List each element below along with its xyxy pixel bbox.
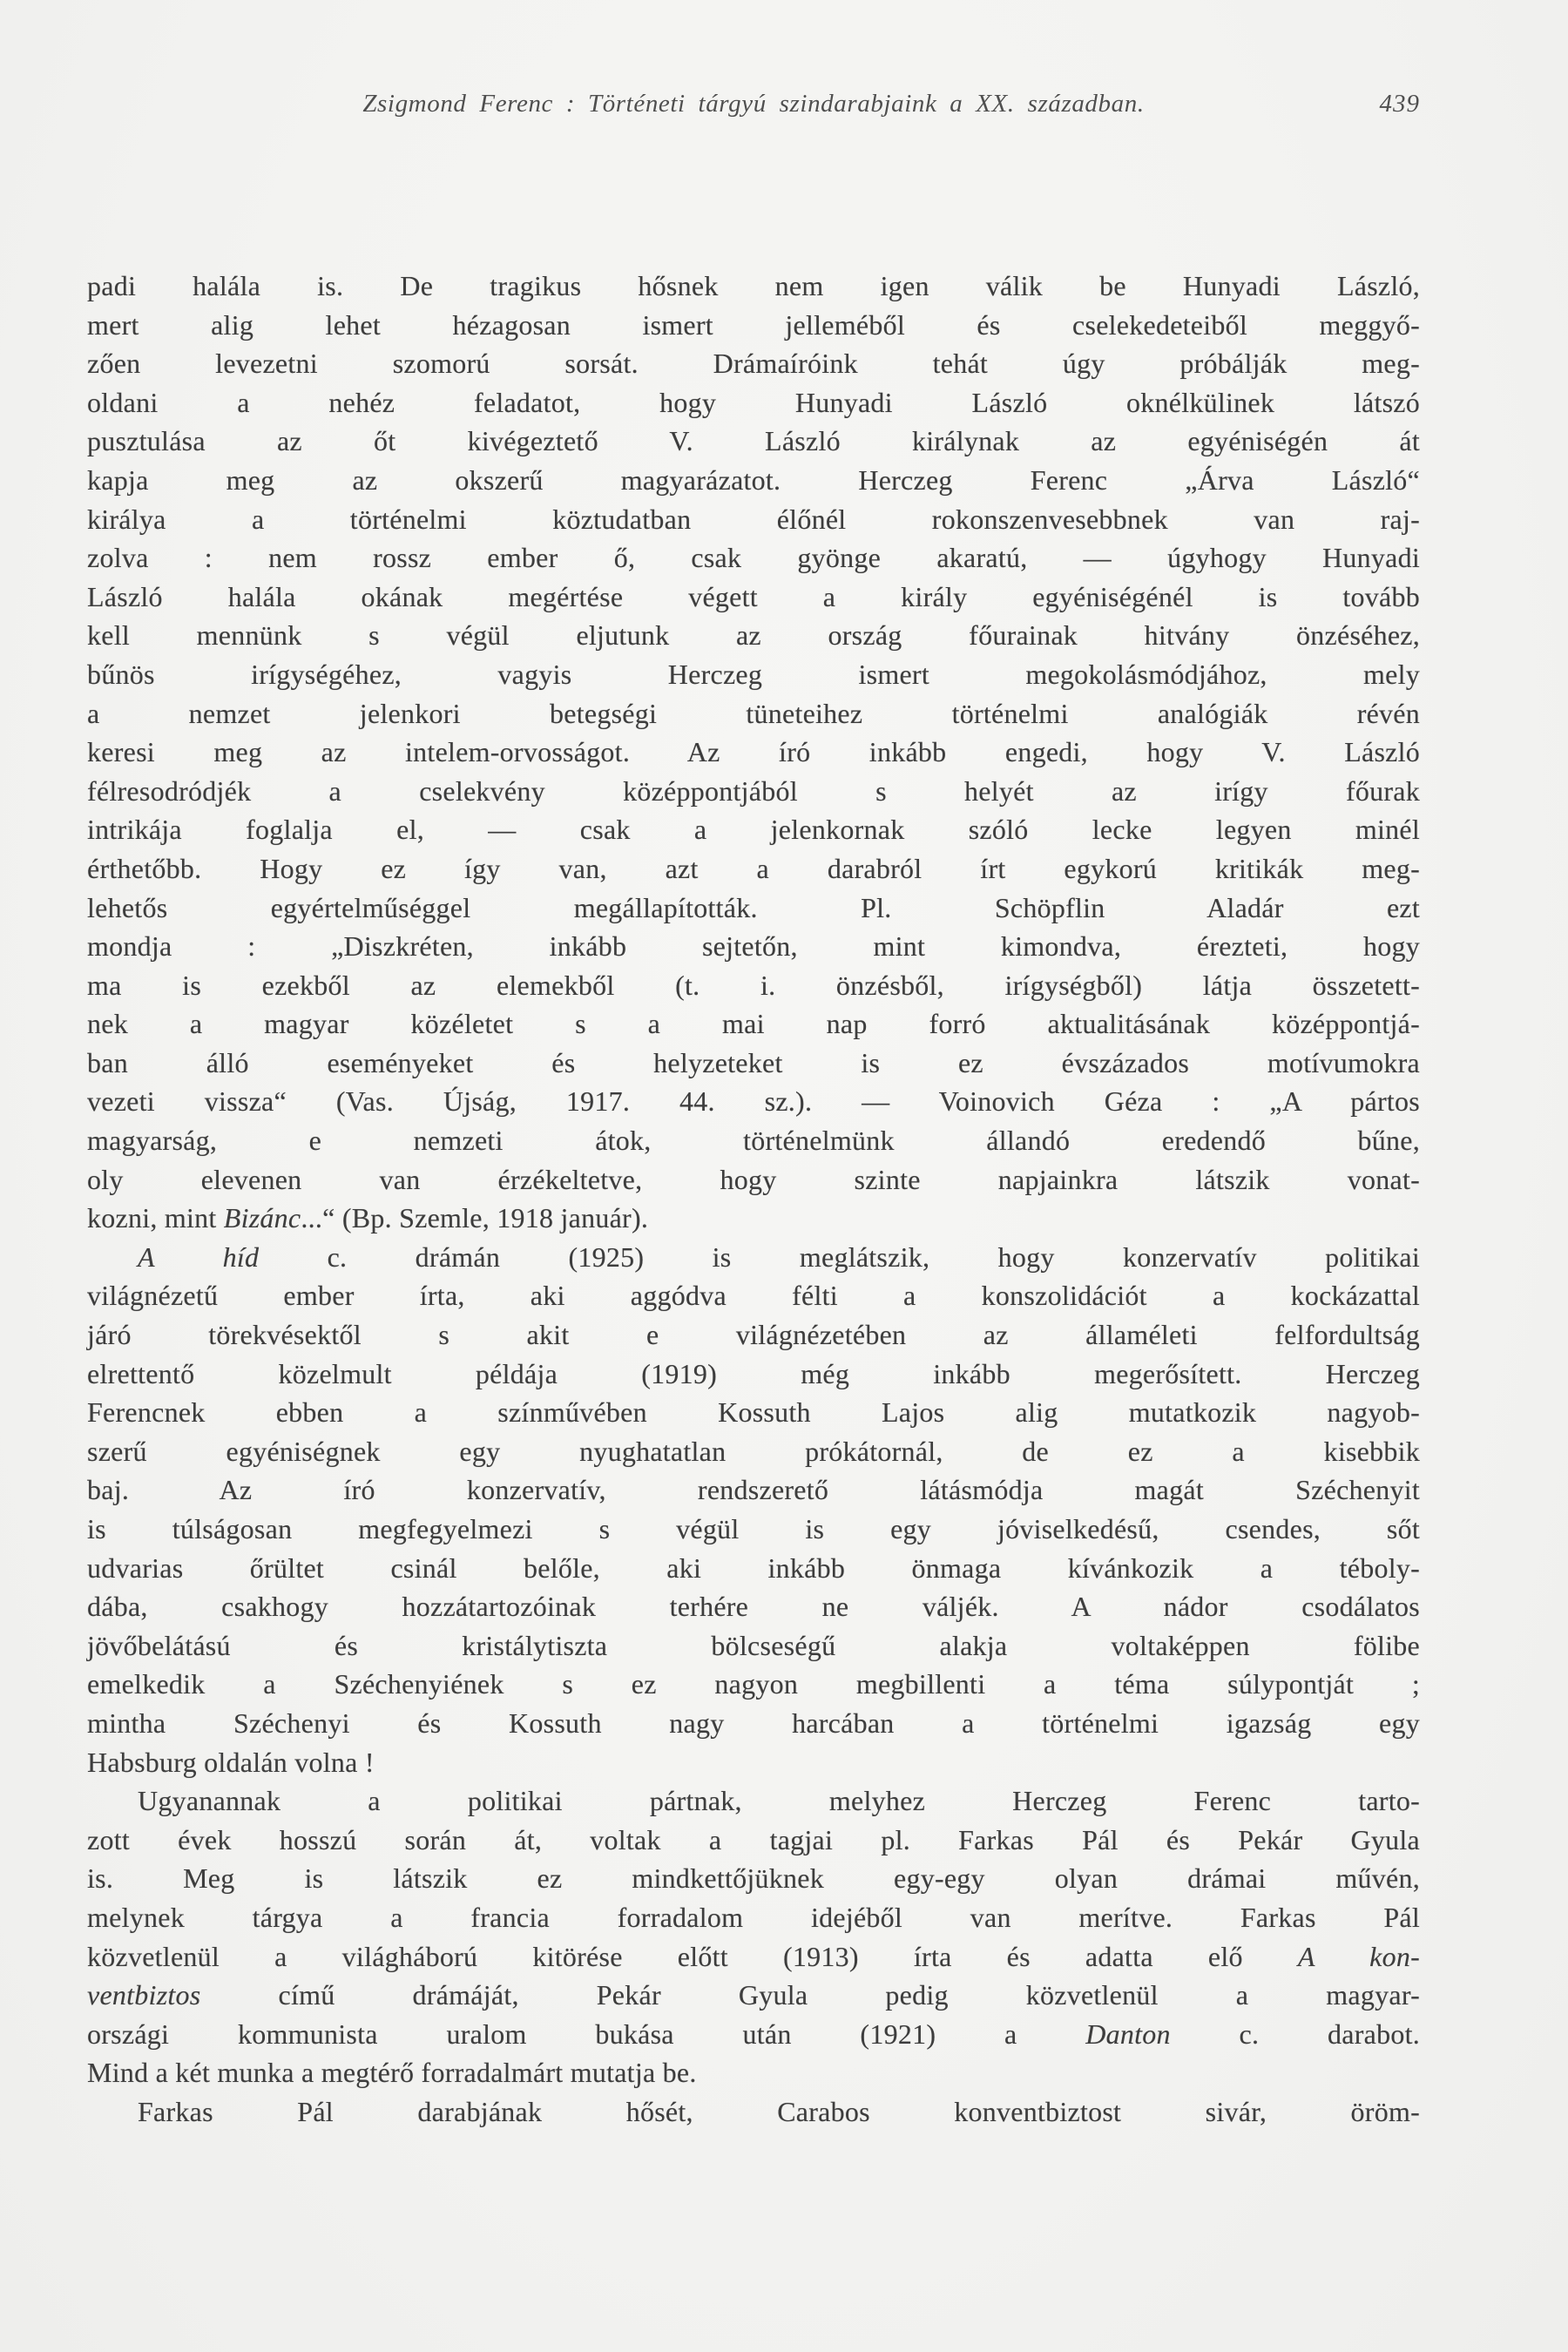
text-segment: elrettentő közelmult példája (1919) még inkább megerősített. Herczeg [87, 1357, 1420, 1389]
text-segment: Mind a két munka a megtérő forradalmárt mutatja be. [87, 2057, 697, 2089]
text-segment: dába, csakhogy hozzátartozóinak terhére ne váljék. A nádor csodálatos [87, 1591, 1420, 1623]
text-line [87, 422, 1420, 461]
text-line [87, 267, 1420, 306]
text-segment: félresodródjék a cselekvény középpontjából s helyét az irígy főurak [87, 774, 1420, 807]
text-line [87, 849, 1420, 889]
text-segment: oly elevenen van érzékeltetve, hogy szinte napjainkra látszik vonat- [87, 1163, 1420, 1195]
text-segment: a nemzet jelenkori betegségi tüneteihez történelmi analógiák révén [87, 697, 1420, 729]
text-segment: királya a történelmi köztudatban élőnél rokonszenvesebbnek van raj- [87, 503, 1420, 535]
text-segment: Farkas Pál darabjának hősét, Carabos konventbiztost sivár, öröm- [138, 2095, 1420, 2127]
text-line [87, 1665, 1420, 1704]
text-segment: című drámáját, Pekár Gyula pedig közvetlenül a magyar- [200, 1979, 1420, 2011]
text-line [87, 1276, 1420, 1315]
text-segment: kozni, mint [87, 1202, 224, 1234]
text-segment: világnézetű ember írta, aki aggódva félti a konszolidációt a kockázattal [87, 1280, 1420, 1312]
text-segment: szerű egyéniségnek egy nyughatatlan prókátornál, de ez a kisebbik [87, 1435, 1420, 1467]
text-line [87, 927, 1420, 966]
text-segment: c. darabot. [1170, 2017, 1421, 2050]
text-line [87, 306, 1420, 345]
text-segment: ma is ezekből az elemekből (t. i. önzésből, irígységből) látja összetett- [87, 969, 1420, 1001]
text-segment: c. drámán (1925) is meglátszik, hogy konzervatív politikai [259, 1240, 1421, 1273]
text-line [87, 1743, 1420, 1782]
text-segment: kell mennünk s végül eljutunk az ország főurainak hitvány önzéséhez, [87, 619, 1420, 652]
text-segment: bűnös irígységéhez, vagyis Herczeg ismert megokolásmódjához, mely [87, 658, 1420, 690]
text-segment: melynek tárgya a francia forradalom idejéből van merítve. Farkas Pál [87, 1901, 1420, 1933]
text-line [87, 772, 1420, 811]
paragraph [87, 2092, 1420, 2132]
text-line [87, 1626, 1420, 1666]
text-segment: vezeti vissza“ (Vas. Újság, 1917. 44. sz.). — Voinovich Géza : „A pártos [87, 1085, 1420, 1118]
text-line [87, 1432, 1420, 1471]
text-segment: zolva : nem rossz ember ő, csak gyönge akaratú, — úgyhogy Hunyadi [87, 542, 1420, 574]
text-segment: intrikája foglalja el, — csak a jelenkornak szóló lecke legyen minél [87, 814, 1420, 846]
text-line [87, 1355, 1420, 1394]
italic-text-segment: Bizánc [223, 1202, 301, 1234]
text-line [87, 1199, 1420, 1238]
text-line [87, 966, 1420, 1005]
page-number: 439 [1379, 90, 1420, 118]
text-line [87, 1898, 1420, 1937]
text-segment: ...“ (Bp. Szemle, 1918 január). [301, 1202, 649, 1234]
italic-text-segment: Danton [1085, 2017, 1171, 2050]
text-segment: Ferencnek ebben a színművében Kossuth Lajos alig mutatkozik nagyob- [87, 1396, 1420, 1429]
text-segment: László halála okának megértése végett a király egyéniségénél is tovább [87, 580, 1420, 612]
text-line [87, 383, 1420, 422]
text-line [87, 1859, 1420, 1898]
paragraph [87, 1781, 1420, 2092]
text-segment: közvetlenül a világháború kitörése előtt (1913) írta és adatta elő [87, 1940, 1298, 1972]
text-segment: mert alig lehet hézagosan ismert jelleméből és cselekedeteiből meggyő- [87, 308, 1420, 341]
text-segment: nek a magyar közéletet s a mai nap forró aktualitásának középpontjá- [87, 1008, 1420, 1040]
paragraph [87, 267, 1420, 1238]
text-line [87, 2053, 1420, 2092]
text-segment: baj. Az író konzervatív, rendszerető látásmódja magát Széchenyit [87, 1474, 1420, 1506]
text-line [87, 1587, 1420, 1626]
text-line [87, 1393, 1420, 1432]
text-line [87, 1121, 1420, 1160]
text-segment: oldani a nehéz feladatot, hogy Hunyadi László oknélkülinek látszó [87, 386, 1420, 418]
text-line [87, 1044, 1420, 1083]
running-header [87, 86, 1420, 121]
text-segment: emelkedik a Széchenyiének s ez nagyon megbillenti a téma súlypontját ; [87, 1668, 1420, 1700]
text-segment: mondja : „Diszkréten, inkább sejtetőn, mint kimondva, érezteti, hogy [87, 930, 1420, 963]
text-segment: lehetős egyértelműséggel megállapították. Pl. Schöpflin Aladár ezt [87, 891, 1420, 923]
text-line [87, 2015, 1420, 2054]
text-line [87, 616, 1420, 655]
text-segment: Habsburg oldalán volna ! [87, 1746, 375, 1778]
text-line [87, 344, 1420, 383]
text-line [87, 1470, 1420, 1510]
text-line [87, 1082, 1420, 1121]
text-line [87, 2092, 1420, 2132]
text-line [87, 1004, 1420, 1044]
text-segment: kapja meg az okszerű magyarázatot. Herczeg Ferenc „Árva László“ [87, 463, 1420, 496]
paragraph [87, 1238, 1420, 1781]
text-line [87, 500, 1420, 539]
text-line [87, 1238, 1420, 1277]
text-segment: pusztulása az őt kivégeztető V. László királynak az egyéniségén át [87, 425, 1420, 457]
text-line [87, 694, 1420, 733]
text-line [87, 578, 1420, 617]
text-segment: Ugyanannak a politikai pártnak, melyhez Herczeg Ferenc tarto- [138, 1785, 1420, 1817]
text-segment: magyarság, e nemzeti átok, történelmünk állandó eredendő bűne, [87, 1125, 1420, 1157]
text-line [87, 538, 1420, 578]
text-line [87, 1937, 1420, 1977]
text-segment: zően levezetni szomorú sorsát. Drámaíróink tehát úgy próbálják meg- [87, 348, 1420, 380]
text-line [87, 655, 1420, 694]
text-line [87, 1704, 1420, 1743]
italic-text-segment: ventbiztos [87, 1979, 201, 2011]
text-line [87, 1549, 1420, 1588]
text-line [87, 1315, 1420, 1355]
text-line [87, 810, 1420, 849]
text-line [87, 461, 1420, 500]
text-segment: országi kommunista uralom bukása után (1921) a [87, 2017, 1086, 2050]
text-line [87, 1510, 1420, 1549]
text-line [87, 1976, 1420, 2015]
text-segment: zott évek hosszú során át, voltak a tagjai pl. Farkas Pál és Pekár Gyula [87, 1823, 1420, 1855]
text-segment: udvarias őrültet csinál belőle, aki inkább önmaga kívánkozik a téboly- [87, 1551, 1420, 1584]
text-segment: is. Meg is látszik ez mindkettőjüknek egy-egy olyan drámai művén, [87, 1862, 1420, 1895]
text-segment: jövőbelátású és kristálytiszta bölcseségű alakja voltaképpen fölibe [87, 1629, 1420, 1661]
italic-text-segment: A kon- [1297, 1940, 1421, 1972]
text-line [87, 733, 1420, 772]
text-line [87, 889, 1420, 928]
text-segment: mintha Széchenyi és Kossuth nagy harcában a történelmi igazság egy [87, 1707, 1420, 1739]
text-line [87, 1821, 1420, 1860]
text-segment: padi halála is. De tragikus hősnek nem igen válik be Hunyadi László, [87, 270, 1420, 301]
text-segment: ban álló eseményeket és helyzeteket is ez évszázados motívumokra [87, 1046, 1420, 1078]
text-segment: is túlságosan megfegyelmezi s végül is egy jóviselkedésű, csendes, sőt [87, 1513, 1420, 1544]
text-segment: járó törekvésektől s akit e világnézetében az államéleti felfordultság [87, 1319, 1420, 1351]
text-line [87, 1781, 1420, 1821]
text-segment: keresi meg az intelem-orvosságot. Az író inkább engedi, hogy V. László [87, 736, 1420, 768]
italic-text-segment: A híd [138, 1240, 260, 1273]
running-header-title: Zsigmond Ferenc : Történeti tárgyú szindarabjaink a XX. században. [362, 90, 1145, 118]
body-text [87, 267, 1420, 2132]
text-segment: érthetőbb. Hogy ez így van, azt a darabról írt egykorú kritikák meg- [87, 852, 1420, 884]
text-line [87, 1160, 1420, 1200]
